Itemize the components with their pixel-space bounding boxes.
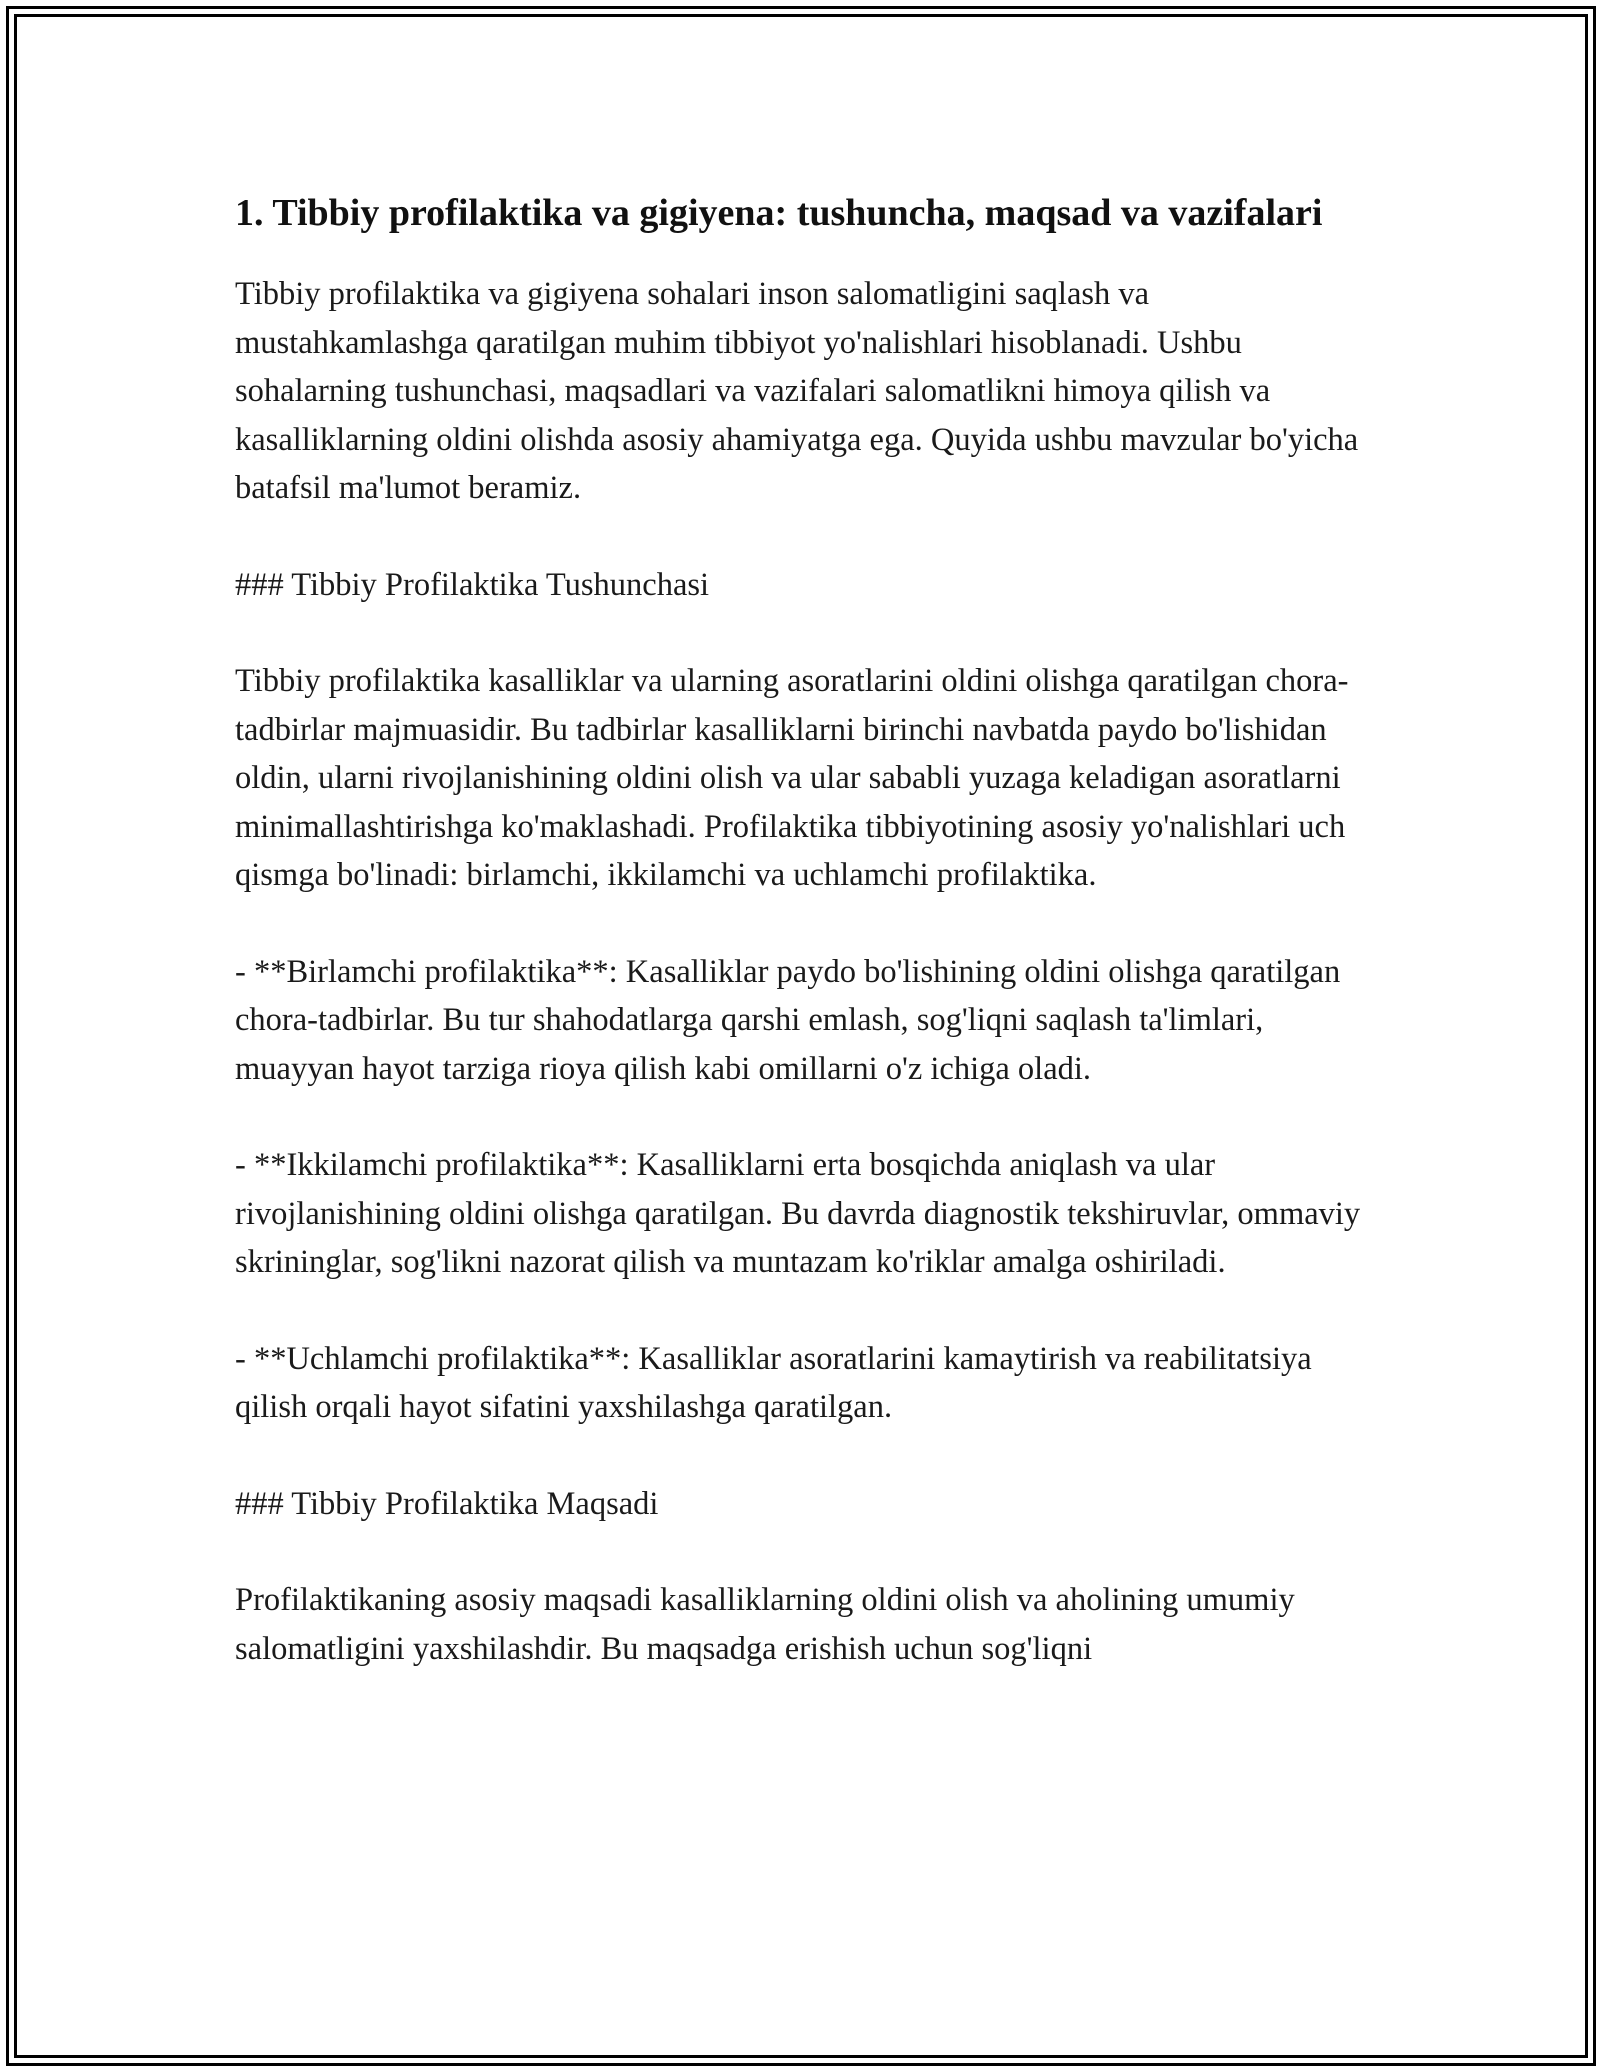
spacer bbox=[235, 900, 1370, 948]
intro-paragraph: Tibbiy profilaktika va gigiyena sohalari inson salomatligini saqlash va mustahkamlashga qaratilgan muhim tibbiyot yo'nalishlari hisoblanadi. Ushbu sohalarning tushunchasi, maqsadlari va vazifalari salomatlikni himoya qilish va kasalliklarning oldini olishda asosiy ahamiyatga ega. Quyida ushbu mavzular bo'yicha batafsil ma'lumot beramiz. bbox=[235, 276, 1359, 506]
spacer bbox=[235, 609, 1370, 657]
list-item-birlamchi: - **Birlamchi profilaktika**: Kasalliklar paydo bo'lishining oldini olishga qaratilgan chora-tadbirlar. Bu tur shahodatlarga qarshi emlash, sog'liqni saqlash ta'limlari, muayyan hayot tarziga rioya qilish kabi omillarni o'z ichiga oladi. bbox=[235, 953, 1341, 1087]
list-item-ikkilamchi: - **Ikkilamchi profilaktika**: Kasalliklarni erta bosqichda aniqlash va ular rivojlanishining oldini olishga qaratilgan. Bu davrda diagnostik tekshiruvlar, ommaviy skrininglar, sog'likni nazorat qilish va muntazam ko'riklar amalga oshiriladi. bbox=[235, 1147, 1361, 1280]
spacer bbox=[235, 1528, 1370, 1576]
spacer bbox=[235, 513, 1370, 561]
section-paragraph-maqsadi: Profilaktikaning asosiy maqsadi kasalliklarning oldini olish va aholining umumiy salomatligini yaxshilashdir. Bu maqsadga erishish uchun sog'liqni bbox=[235, 1582, 1295, 1667]
spacer bbox=[235, 1093, 1370, 1141]
section-paragraph-tushunchasi: Tibbiy profilaktika kasalliklar va ularning asoratlarini oldini olishga qaratilgan chora-tadbirlar majmuasidir. Bu tadbirlar kasalliklarni birinchi navbatda paydo bo'lishidan oldin, ularni rivojlanishining oldini olish va ular sababli yuzaga keladigan asoratlarni minimallashtirishga ko'maklashadi. Profilaktika tibbiyotining asosiy yo'nalishlari uch qismga bo'linadi: birlamchi, ikkilamchi va uchlamchi profilaktika. bbox=[235, 663, 1349, 893]
section-heading-maqsadi: ### Tibbiy Profilaktika Maqsadi bbox=[235, 1485, 659, 1522]
document-body bbox=[235, 186, 1370, 1673]
document-title: 1. Tibbiy profilaktika va gigiyena: tushuncha, maqsad va vazifalari bbox=[235, 192, 1323, 234]
spacer bbox=[235, 1432, 1370, 1480]
spacer bbox=[235, 240, 1370, 270]
spacer bbox=[235, 1287, 1370, 1335]
list-item-uchlamchi: - **Uchlamchi profilaktika**: Kasalliklar asoratlarini kamaytirish va reabilitatsiya qilish orqali hayot sifatini yaxshilashga qaratilgan. bbox=[235, 1340, 1312, 1425]
section-heading-tushunchasi: ### Tibbiy Profilaktika Tushunchasi bbox=[235, 566, 710, 603]
